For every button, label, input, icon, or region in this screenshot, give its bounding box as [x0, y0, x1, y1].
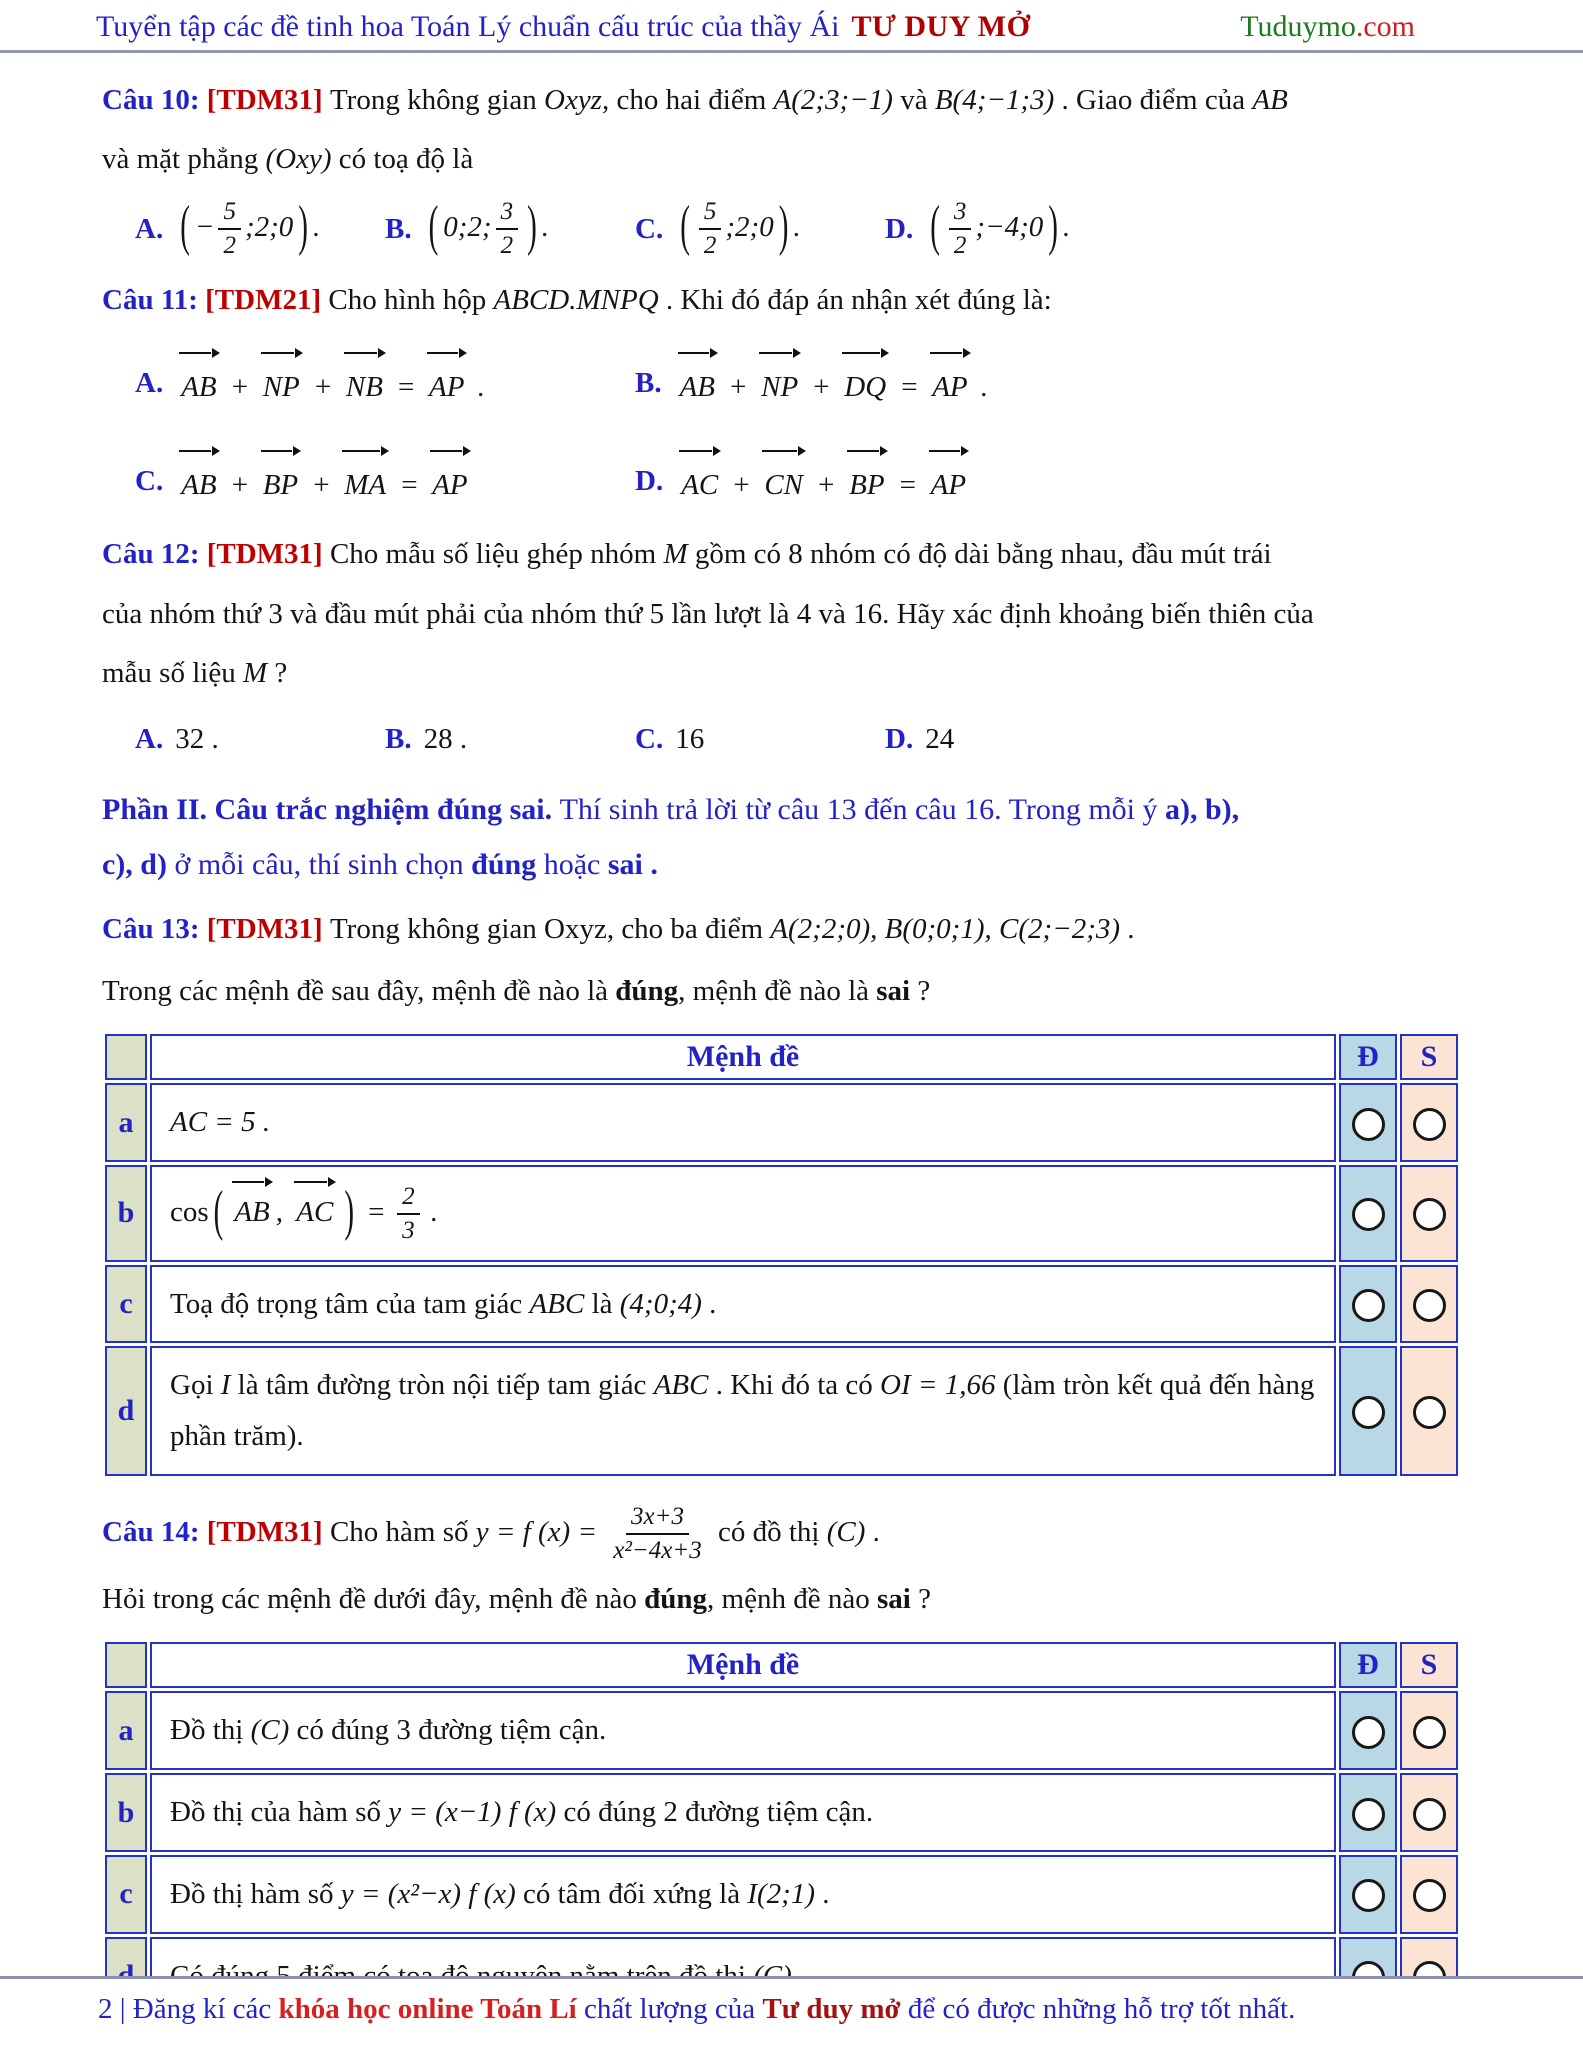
radio-dung-c[interactable]: [1352, 1879, 1385, 1912]
question-13-prompt: Trong các mệnh đề sau đây, mệnh đề nào là đúng, mệnh đề nào là sai ?: [102, 974, 931, 1007]
vector: AB: [231, 1179, 272, 1238]
radio-sai-b[interactable]: [1413, 1798, 1446, 1831]
label-header-cell: [105, 1642, 147, 1688]
question-10-text: Câu 10: [TDM31] Trong không gian Oxyz, cho hai điểm A(2;3;−1) và B(4;−1;3) . Giao điểm của AB và mặt phẳng (Oxy) có toạ độ là: [102, 84, 1288, 176]
dung-cell: [1339, 1691, 1397, 1770]
row-label: c: [105, 1265, 147, 1344]
sai-cell: [1400, 1855, 1458, 1934]
site-name: Tuduymo: [1240, 10, 1356, 43]
footer-text: 2 | Đăng kí các khóa học online Toán Lí chất lượng của Tư duy mở để có được những hỗ trợ tốt nhất.: [98, 1993, 1296, 2026]
row-label: c: [105, 1855, 147, 1934]
statement-row-a: [105, 1691, 1458, 1770]
sai-cell: [1400, 1083, 1458, 1162]
statement-cell: Gọi I là tâm đường tròn nội tiếp tam giác ABC . Khi đó ta có OI = 1,66 (làm tròn kết quả đến hàng phần trăm).: [150, 1346, 1336, 1476]
big-paren: ): [778, 195, 789, 258]
vector: AC: [293, 1179, 336, 1238]
table-header-row: [105, 1642, 1458, 1688]
question-11-options: [135, 350, 1461, 515]
big-paren: (: [180, 195, 190, 258]
option-B: [385, 196, 635, 263]
statement-cell: Đồ thị hàm số y = (x²−x) f (x) có tâm đối xứng là I(2;1) .: [150, 1855, 1336, 1934]
vector: DQ: [841, 350, 889, 417]
question-14-prompt: Hỏi trong các mệnh đề dưới đây, mệnh đề nào đúng, mệnh đề nào sai ?: [102, 1582, 931, 1615]
statement-cell: cos ( AB , AC ) = $\frac{2}{3}$ .: [150, 1165, 1336, 1262]
dung-header-cell: Đ: [1339, 1034, 1397, 1080]
option-content: 24: [925, 722, 955, 755]
question-14-table: [102, 1639, 1461, 2018]
dung-cell: [1339, 1773, 1397, 1852]
dung-cell: [1339, 1265, 1397, 1344]
option-content: AB + BP + MA = AP: [175, 448, 473, 515]
table-header-row: [105, 1034, 1458, 1080]
option-content: ( − $\frac{5}{2}$ ;2;0 ) .: [175, 196, 320, 263]
true-false-table: [102, 1031, 1461, 1479]
sai-header-cell: S: [1400, 1642, 1458, 1688]
statement-header-cell: Mệnh đề: [150, 1034, 1336, 1080]
option-letter: D.: [885, 212, 914, 245]
option-D: [635, 448, 1461, 515]
question-12-options: [135, 710, 1461, 769]
option-content: ( $\frac{5}{2}$ ;2;0 ) .: [675, 196, 800, 263]
exam-content: [0, 53, 1583, 2018]
statement-cell: AC = 5 .: [150, 1083, 1336, 1162]
option-letter: B.: [385, 722, 412, 755]
site-tld: .com: [1355, 10, 1415, 43]
radio-dung-d[interactable]: [1352, 1396, 1385, 1429]
part-2-heading: Phần II. Câu trắc nghiệm đúng sai. Thí sinh trả lời từ câu 13 đến câu 16. Trong mỗi ý a), b), c), d) ở mỗi câu, thí sinh chọn đúng hoặc sai .: [102, 792, 1240, 881]
sai-header-cell: S: [1400, 1034, 1458, 1080]
question-11-text: Câu 11: [TDM21] Cho hình hộp ABCD.MNPQ . Khi đó đáp án nhận xét đúng là:: [102, 283, 1052, 316]
fraction: $\frac{5}{2}$: [699, 196, 722, 263]
vector: AP: [928, 448, 969, 515]
dung-header-cell: Đ: [1339, 1642, 1397, 1688]
statement-cell: Đồ thị của hàm số y = (x−1) f (x) có đúng 2 đường tiệm cận.: [150, 1773, 1336, 1852]
option-D: [885, 710, 1461, 769]
big-paren: (: [930, 195, 940, 258]
big-paren: ): [527, 195, 537, 258]
vector: AC: [678, 448, 721, 515]
vector: NB: [343, 350, 386, 417]
option-content: ( 0;2; $\frac{3}{2}$ ) .: [424, 196, 549, 263]
radio-dung-b[interactable]: [1352, 1798, 1385, 1831]
statement-row-c: [105, 1265, 1458, 1344]
row-label: b: [105, 1165, 147, 1262]
option-letter: A.: [135, 722, 164, 755]
fraction: $\frac{3x+3}{\text{x²−4x+3}}$: [613, 1502, 702, 1565]
radio-dung-b[interactable]: [1352, 1198, 1385, 1231]
option-letter: D.: [635, 464, 664, 497]
vector: AB: [178, 448, 219, 515]
option-D: [885, 196, 1461, 263]
option-A: [135, 196, 385, 263]
dung-cell: [1339, 1165, 1397, 1262]
radio-sai-a[interactable]: [1413, 1108, 1446, 1141]
option-content: AC + CN + BP = AP: [675, 448, 972, 515]
statement-row-d: [105, 1346, 1458, 1476]
radio-dung-a[interactable]: [1352, 1716, 1385, 1749]
big-paren: ): [1048, 195, 1058, 258]
header-site-url: [1240, 10, 1415, 44]
row-label: a: [105, 1083, 147, 1162]
vector: BP: [260, 448, 301, 515]
option-content: AB + NP + DQ = AP .: [674, 350, 989, 417]
statement-row-b: [105, 1165, 1458, 1262]
question-13-table: [102, 1031, 1461, 1479]
vector: AP: [429, 448, 470, 515]
label-header-cell: [105, 1034, 147, 1080]
statement-row-a: [105, 1083, 1458, 1162]
vector: AB: [677, 350, 718, 417]
option-letter: A.: [135, 212, 164, 245]
fraction: $\frac{5}{2}$: [218, 196, 241, 263]
page-footer: [0, 1976, 1583, 2048]
radio-dung-a[interactable]: [1352, 1108, 1385, 1141]
vector: BP: [846, 448, 887, 515]
question-10-options: [135, 196, 1461, 263]
option-A: [135, 710, 385, 769]
row-label: d: [105, 1346, 147, 1476]
option-B: [385, 710, 635, 769]
statement-cell: Toạ độ trọng tâm của tam giác ABC là (4;0;4) .: [150, 1265, 1336, 1344]
radio-sai-c[interactable]: [1413, 1289, 1446, 1322]
page-header: [0, 0, 1583, 53]
option-C: [635, 710, 885, 769]
vector: AB: [178, 350, 219, 417]
row-label: a: [105, 1691, 147, 1770]
radio-sai-d[interactable]: [1413, 1396, 1446, 1429]
sai-cell: [1400, 1691, 1458, 1770]
statement-cell: Đồ thị (C) có đúng 3 đường tiệm cận.: [150, 1691, 1336, 1770]
question-14-text: Câu 14: [TDM31] Cho hàm số y = f (x) = $\frac{3x+3}{\text{x²−4x+3}}$ có đồ thị (C) .: [102, 1501, 1461, 1568]
row-label: b: [105, 1773, 147, 1852]
radio-sai-a[interactable]: [1413, 1716, 1446, 1749]
question-13-text: Câu 13: [TDM31] Trong không gian Oxyz, cho ba điểm A(2;2;0), B(0;0;1), C(2;−2;3) .: [102, 913, 1135, 946]
vector: CN: [761, 448, 806, 515]
radio-sai-b[interactable]: [1413, 1198, 1446, 1231]
statement-row-c: [105, 1855, 1458, 1934]
option-letter: D.: [885, 722, 914, 755]
vector: AP: [929, 350, 970, 417]
sai-cell: [1400, 1773, 1458, 1852]
header-title: [96, 10, 1030, 44]
option-letter: C.: [635, 212, 664, 245]
option-letter: B.: [635, 367, 662, 400]
dung-cell: [1339, 1346, 1397, 1476]
big-paren: (: [680, 195, 690, 258]
option-A: [135, 350, 635, 417]
vector: MA: [341, 448, 389, 515]
option-content: 32 .: [175, 722, 219, 755]
vector: NP: [758, 350, 801, 417]
option-C: [135, 448, 635, 515]
vector: AP: [426, 350, 467, 417]
big-paren: (: [428, 195, 439, 258]
header-brand: TƯ DUY MỞ: [851, 10, 1031, 43]
big-paren: (: [213, 1180, 224, 1243]
option-content: 28 .: [423, 722, 468, 755]
dung-cell: [1339, 1083, 1397, 1162]
option-content: 16: [675, 722, 705, 755]
dung-cell: [1339, 1855, 1397, 1934]
option-content: AB + NP + NB = AP .: [175, 350, 485, 417]
option-letter: C.: [135, 464, 164, 497]
radio-dung-c[interactable]: [1352, 1289, 1385, 1322]
question-12-text: Câu 12: [TDM31] Cho mẫu số liệu ghép nhóm M gồm có 8 nhóm có độ dài bằng nhau, đầu mút trái của nhóm thứ 3 và đầu mút phải của nhóm thứ 5 lần lượt là 4 và 16. Hãy xác định khoảng biến thiên của mẫu số liệu M ?: [102, 538, 1314, 690]
statement-header-cell: Mệnh đề: [150, 1642, 1336, 1688]
option-letter: A.: [135, 367, 164, 400]
big-paren: ): [344, 1180, 355, 1243]
fraction: $\frac{2}{3}$: [397, 1181, 420, 1248]
radio-sai-c[interactable]: [1413, 1879, 1446, 1912]
fraction: $\frac{3}{2}$: [496, 196, 519, 263]
fraction: $\frac{3}{2}$: [949, 196, 972, 263]
statement-row-b: [105, 1773, 1458, 1852]
sai-cell: [1400, 1265, 1458, 1344]
sai-cell: [1400, 1346, 1458, 1476]
header-title-text: Tuyển tập các đề tinh hoa Toán Lý chuẩn cấu trúc của thầy Ái: [96, 10, 840, 43]
option-letter: B.: [385, 212, 412, 245]
sai-cell: [1400, 1165, 1458, 1262]
option-B: [635, 350, 1461, 417]
big-paren: ): [298, 195, 308, 258]
option-content: ( $\frac{3}{2}$ ;−4;0 ) .: [925, 196, 1070, 263]
option-letter: C.: [635, 722, 664, 755]
true-false-table: [102, 1639, 1461, 2018]
vector: NP: [260, 350, 303, 417]
option-C: [635, 196, 885, 263]
